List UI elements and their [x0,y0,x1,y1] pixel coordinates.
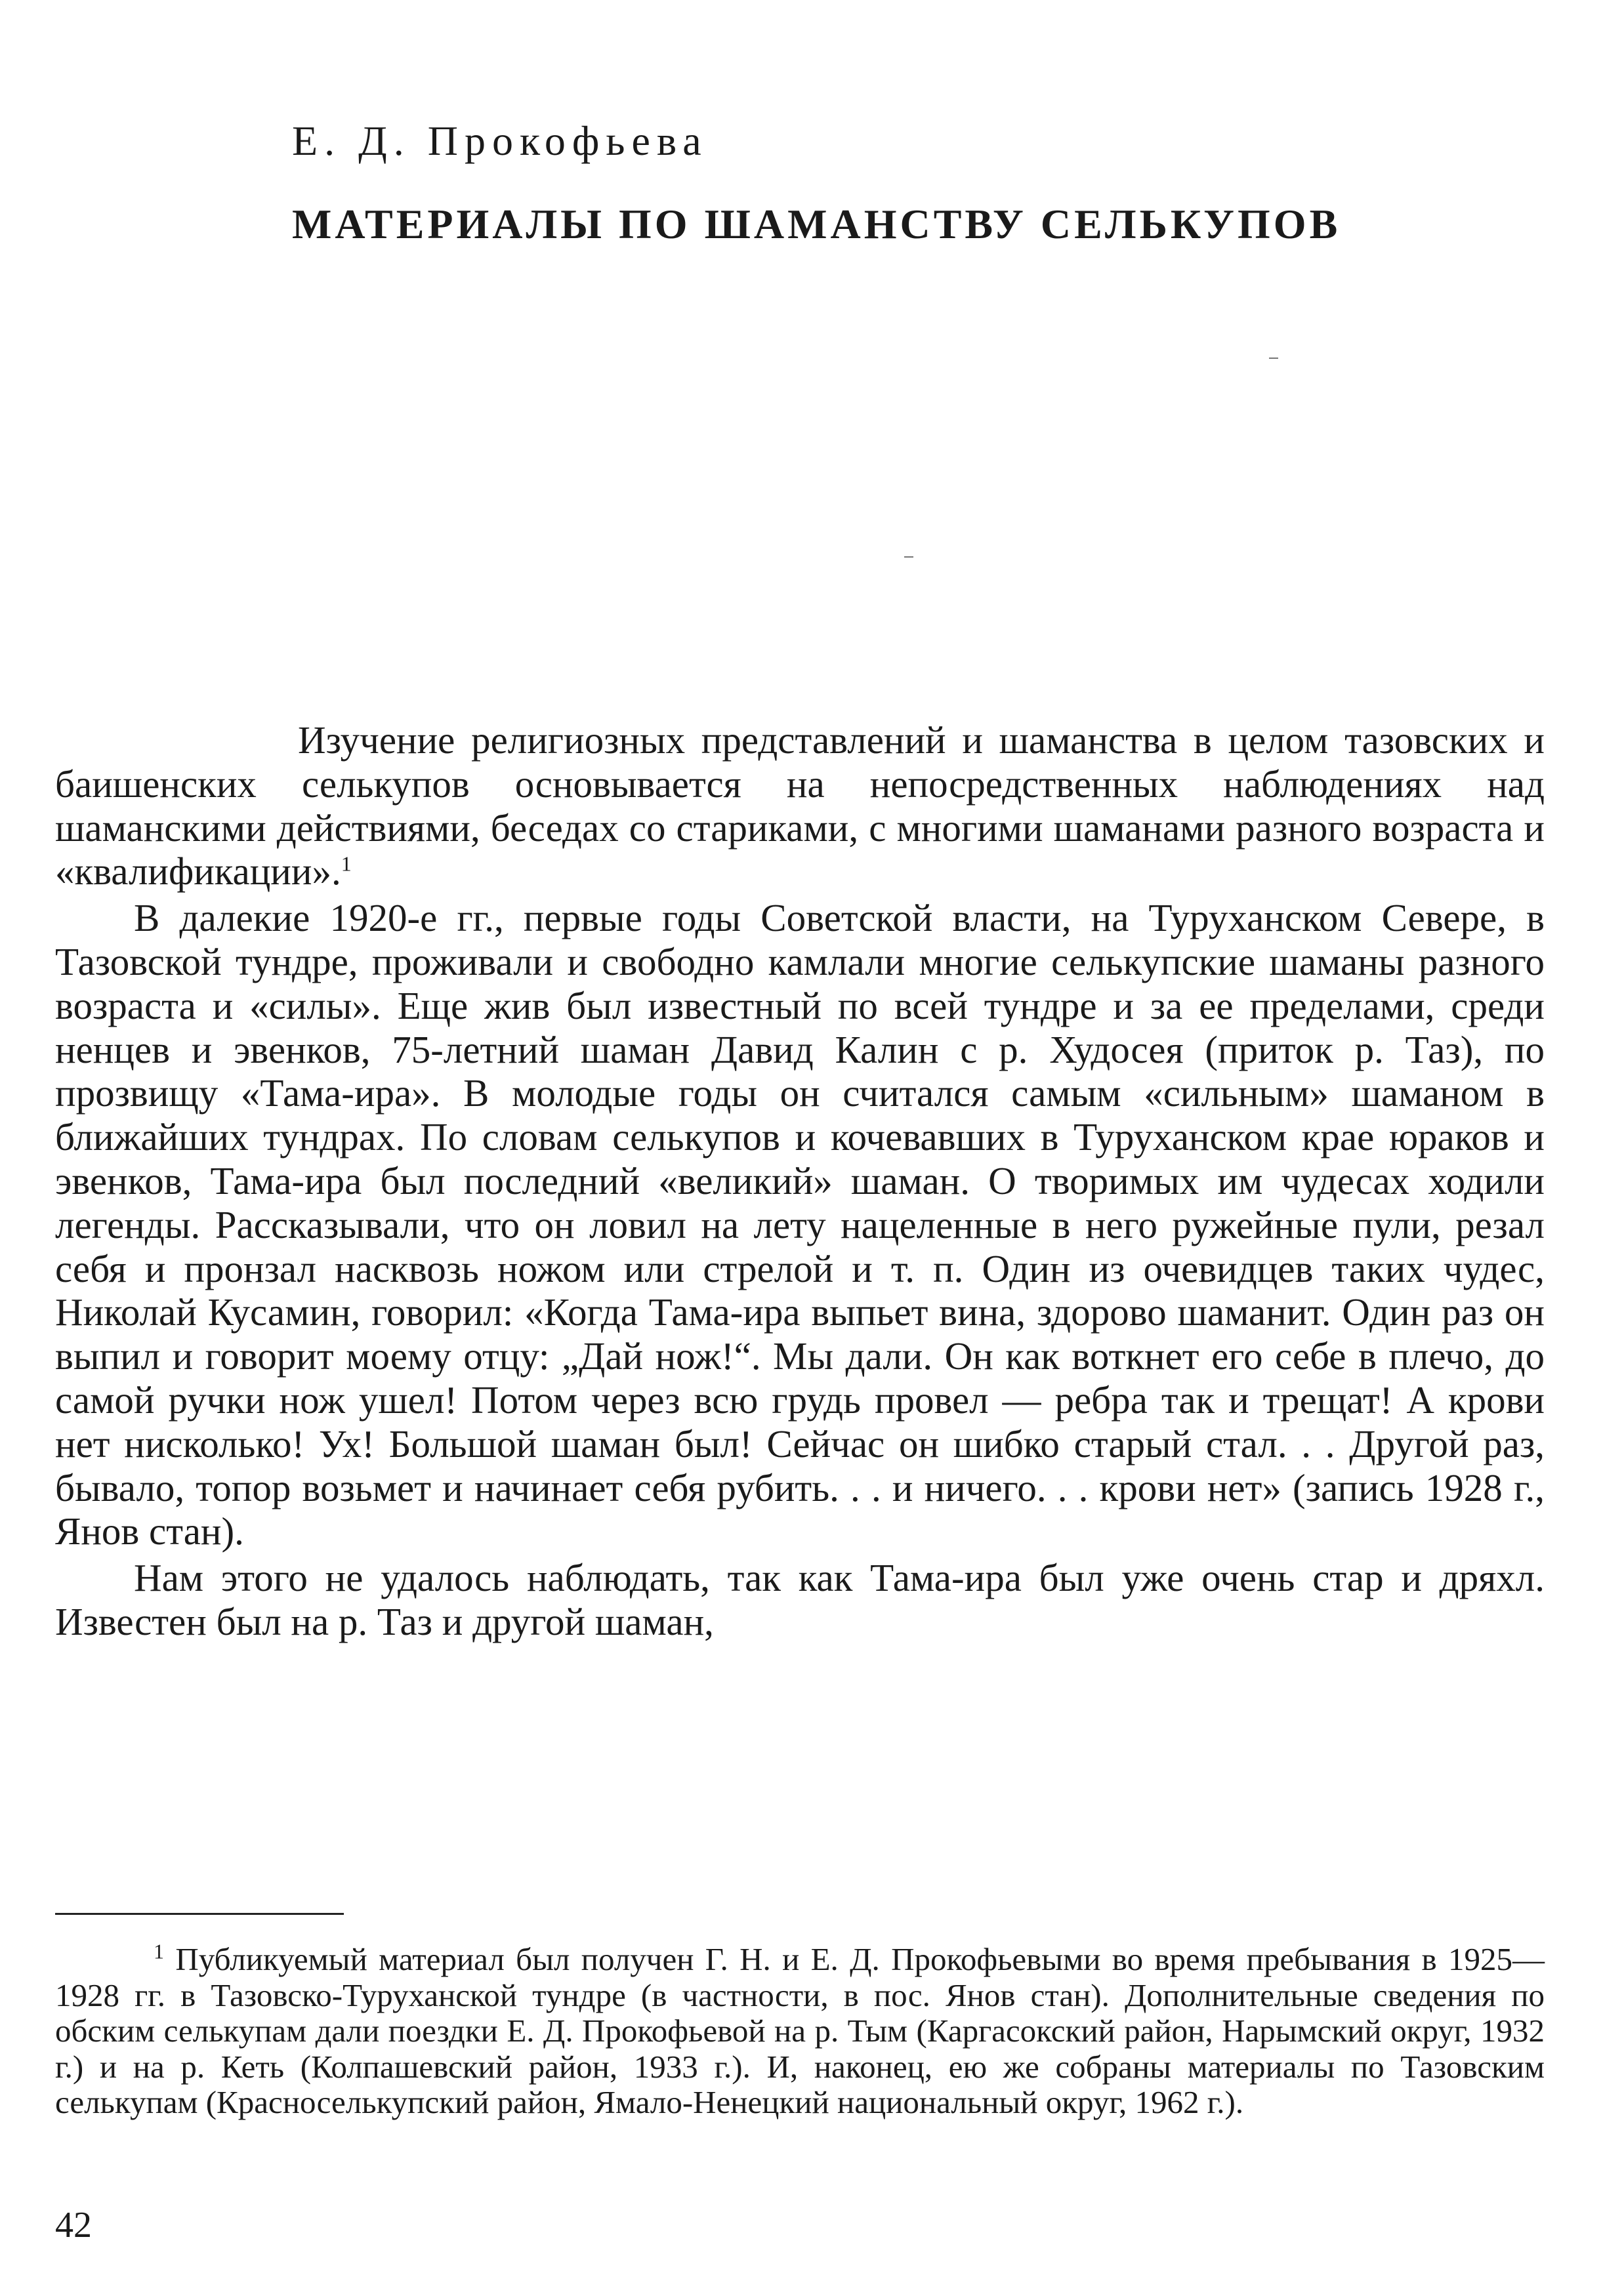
footnote-marker: 1 [154,1939,164,1963]
print-speck [904,556,913,558]
footnote-divider [55,1913,344,1915]
footnote-reference: 1 [341,851,352,876]
body-paragraph: В далекие 1920-е гг., первые годы Советской власти, на Туруханском Севере, в Тазовской тундре, проживали и свободно камлали многие селькупские шаманы разного возраста и «силы». Еще жив был известный по всей тундре и за ее пределами, среди ненцев и эвенков, 75-летний шаман Давид Калин с р. Худосея (приток р. Таз), по прозвищу «Тама-ира». В молодые годы он считался самым «сильным» шаманом в ближайших тундрах. По словам селькупов и кочевавших в Туруханском крае юраков и эвенков, Тама-ира был последний «великий» шаман. О творимых им чудесах ходили легенды. Рассказывали, что он ловил на лету нацеленные в него ружейные пули, резал себя и пронзал насквозь ножом или стрелой и т. п. Один из очевидцев таких чудес, Николай Кусамин, говорил: «Когда Тама-ира выпьет вина, здорово шаманит. Один раз он выпил и говорит моему отцу: „Дай нож!“. Мы дали. Он как воткнет его себе в плечо, до самой ручки нож ушел! Потом через всю грудь провел — ребра так и трещат! А крови нет нисколько! Ух! Большой шаман был! Сейчас он шибко старый стал. . . Другой раз, бывало, топор возьмет и начинает себя рубить. . . и ничего. . . крови нет» (запись 1928 г., Янов стан). [55,896,1545,1553]
article-title: МАТЕРИАЛЫ ПО ШАМАНСТВУ СЕЛЬКУПОВ [292,201,1341,247]
body-paragraph: Нам этого не удалось наблюдать, так как Тама-ира был уже очень стар и дряхл. Известен был на р. Таз и другой шаман, [55,1556,1545,1643]
paragraph-text: Изучение религиозных представлений и шаманства в целом тазовских и баишенских селькупов основывается на непосредственных наблюдениях над шаманскими действиями, беседах со стариками, с многими шаманами разного возраста и «квалификации». [55,718,1545,893]
print-speck [1269,358,1278,359]
body-paragraph [55,718,1545,893]
footnote-text: Публикуемый материал был получен Г. Н. и Е. Д. Прокофьевыми во время пребывания в 1925—1928 гг. в Тазовско-Туруханской тундре (в частности, в пос. Янов стан). Дополнительные сведения по обским селькупам дали поездки Е. Д. Прокофьевой на р. Тым (Каргасокский район, Нарымский округ, 1932 г.) и на р. Кеть (Колпашевский район, 1933 г.). И, наконец, ею же собраны материалы по Тазовским селькупам (Красноселькупский район, Ямало-Ненецкий национальный округ, 1962 г.). [55,1941,1545,2120]
article-body [55,718,1545,1644]
author-name: Е. Д. Прокофьева [292,117,708,164]
page-number: 42 [55,2205,92,2245]
footnote [55,1939,1545,2121]
